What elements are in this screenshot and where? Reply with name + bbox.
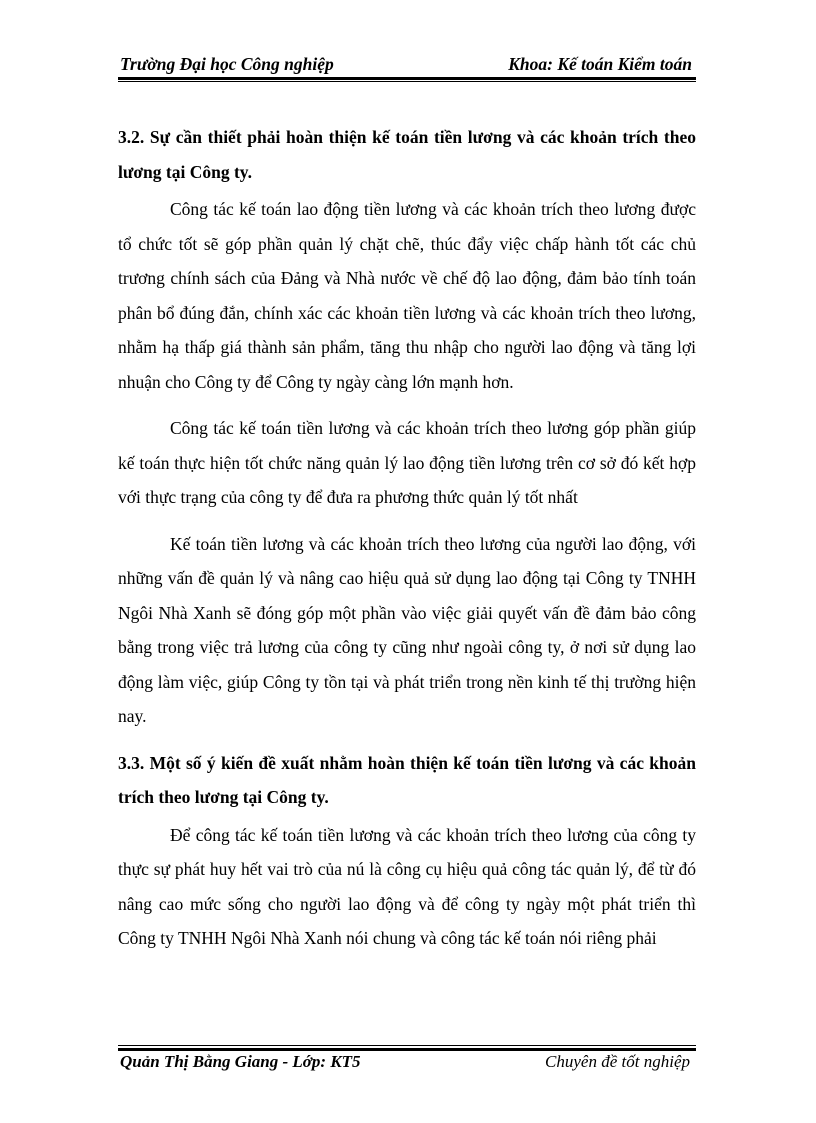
header-faculty: Khoa: Kế toán Kiểm toán [508,54,692,74]
footer-author: Quản Thị Bằng Giang - Lớp: KT5 [120,1052,361,1071]
section-heading: 3.3. Một số ý kiến đề xuất nhằm hoàn thiện kế toán tiền lương và các khoản trích theo lương tại Công ty. [118,752,696,807]
footer-rule-thin [118,1045,696,1046]
footer-doc-type: Chuyên đề tốt nghiệp [545,1052,690,1071]
document-body [118,120,696,968]
page-footer [118,1052,696,1078]
page-header [118,52,696,80]
paragraph: Kế toán tiền lương và các khoản trích theo lương của người lao động, với những vấn đề quản lý và nâng cao hiệu quả sử dụng lao động tại Công ty TNHH Ngôi Nhà Xanh sẽ đóng góp một phần vào việc giải quyết vấn đề đảm bảo công bằng trong việc trả lương của công ty cũng như ngoài công ty, ở nơi sử dụng lao động làm việc, giúp Công ty tồn tại và phát triển trong nền kinh tế thị trường hiện nay. [118,533,696,726]
paragraph: Công tác kế toán lao động tiền lương và các khoản trích theo lương được tổ chức tốt sẽ góp phần quản lý chặt chẽ, thúc đẩy việc chấp hành tốt các chủ trương chính sách của Đảng và Nhà nước về chế độ lao động, đảm bảo tính toán phân bổ đúng đắn, chính xác các khoản tiền lương và các khoản trích theo lương, nhằm hạ thấp giá thành sản phẩm, tăng thu nhập cho người lao động và tăng lợi nhuận cho Công ty để Công ty ngày càng lớn mạnh hơn. [118,199,696,392]
header-rule-thin [118,81,696,82]
paragraph: Công tác kế toán tiền lương và các khoản trích theo lương góp phần giúp kế toán thực hiện tốt chức năng quản lý lao động tiền lương trên cơ sở đó kết hợp với thực trạng của công ty để đưa ra phương thức quản lý tốt nhất [118,418,696,507]
section-3-2 [118,120,696,734]
paragraph: Để công tác kế toán tiền lương và các khoản trích theo lương của công ty thực sự phát huy hết vai trò của nú là công cụ hiệu quả công tác quản lý, để từ đó nâng cao mức sống cho người lao động và để công ty ngày một phát triển thì Công ty TNHH Ngôi Nhà Xanh nói chung và công tác kế toán nói riêng phải [118,824,696,948]
footer-rule-thick [118,1048,696,1051]
header-university: Trường Đại học Công nghiệp [120,54,334,74]
header-rule-thick [118,77,696,80]
section-3-3 [118,746,696,956]
section-heading: 3.2. Sự cần thiết phải hoàn thiện kế toán tiền lương và các khoản trích theo lương tại Công ty. [118,127,696,182]
